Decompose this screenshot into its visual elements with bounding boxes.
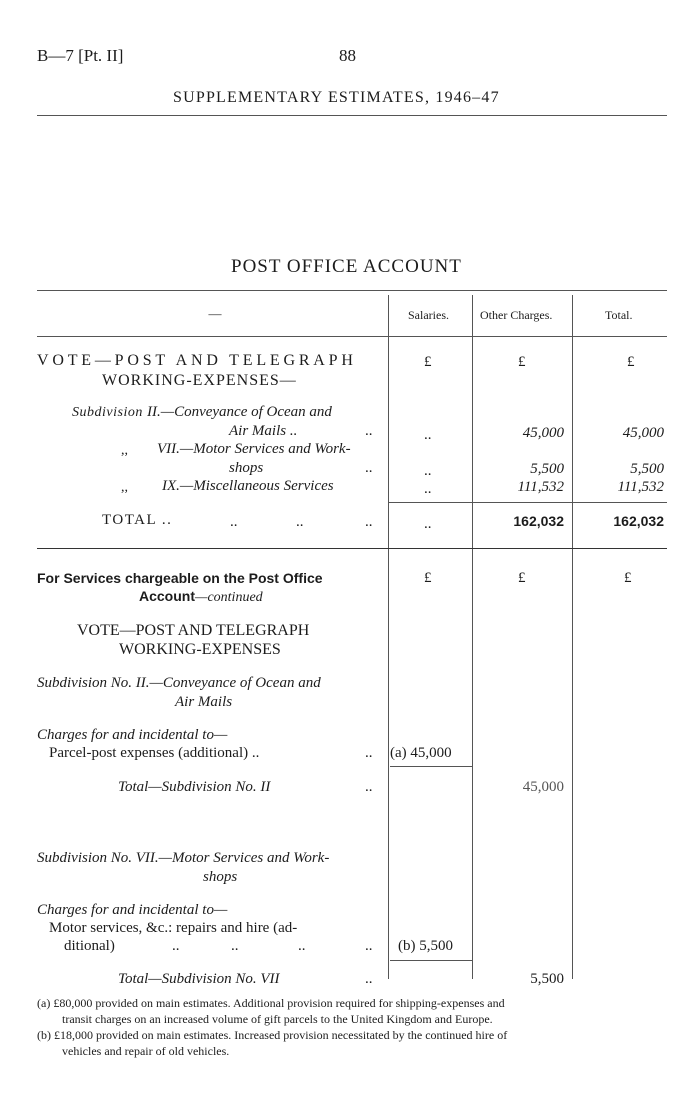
salaries-dots: .. [424,481,432,497]
footnote-b-line1: (b) £18,000 provided on main estimates. Increased provision necessitated by the continued hire of [37,1028,508,1042]
detail-heading-continued: —continued [195,590,263,605]
row3-total: 111,532 [617,479,664,495]
leader-dots: .. [365,971,373,987]
leader-dots: .. [230,514,238,530]
header-reference: B—7 [Pt. II] [37,46,124,65]
subdivision-7-total-other: 5,500 [530,971,564,987]
subdivision-2-total-other: 45,000 [522,779,564,795]
ditto-mark: ,, [121,443,128,458]
salaries-dots: .. [424,516,432,532]
leader-dots: .. [172,938,180,954]
summary-row2-line1: VII.—Motor Services and Work- [157,441,351,457]
other-currency: £ [518,570,526,586]
detail-heading-line1: For Services chargeable on the Post Office [37,570,323,586]
summary-row1-line2: Air Mails .. [229,423,298,439]
footnote-a-line1: (a) £80,000 provided on main estimates. Additional provision required for shipping-expenses and [37,996,505,1010]
parcel-post-salaries: (a) 45,000 [390,745,452,761]
leader-dots: .. [365,514,373,530]
leader-dots: .. [231,938,239,954]
row2-other-charges: 5,500 [530,461,564,477]
summary-row1-line1: II.—Conveyance of Ocean and [147,404,332,420]
other-charges-column-header: Other Charges. [480,308,553,322]
salaries-column-header: Salaries. [408,308,449,322]
row1-other-charges: 45,000 [522,425,564,441]
detail-vote-line2: WORKING-EXPENSES [119,641,281,658]
row3-other-charges: 111,532 [517,479,564,495]
leader-dots: .. [365,423,373,439]
total-label: TOTAL .. [102,512,173,528]
detail-heading-account: Account [139,588,195,604]
summary-row3: IX.—Miscellaneous Services [162,478,334,494]
table-top-rule [37,290,667,291]
total-currency: £ [627,354,635,370]
motor-services-salaries: (b) 5,500 [398,938,453,954]
subdivision-2-heading-line1: Subdivision No. II.—Conveyance of Ocean and [37,675,321,691]
total-currency: £ [624,570,632,586]
subdivision-2-total-label: Total—Subdivision No. II [118,779,271,795]
subdivision-7-heading-line1: Subdivision No. VII.—Motor Services and Work- [37,850,330,866]
leader-dots: .. [298,938,306,954]
running-title: SUPPLEMENTARY ESTIMATES, 1946–47 [173,89,500,106]
page-number: 88 [339,46,356,65]
blank-column-header: — [208,306,222,321]
total-other-charges: 162,032 [513,513,564,529]
subtotal-rule [390,766,472,767]
summary-vote-line1: VOTE—POST AND TELEGRAPH [37,352,357,369]
motor-services-item-line1: Motor services, &c.: repairs and hire (ad- [49,920,298,936]
total-total: 162,032 [613,513,664,529]
salaries-currency: £ [424,570,432,586]
leader-dots: .. [365,779,373,795]
ditto-mark: ,, [121,480,128,495]
row1-total: 45,000 [622,425,664,441]
leader-dots: .. [296,514,304,530]
detail-vote-line1: VOTE—POST AND TELEGRAPH [77,622,310,639]
leader-dots: .. [365,745,373,761]
row2-total: 5,500 [630,461,664,477]
subtotal-rule [388,502,667,503]
subtotal-rule [390,960,472,961]
salaries-currency: £ [424,354,432,370]
parcel-post-item: Parcel-post expenses (additional) .. [49,745,260,761]
column-divider [572,295,573,979]
column-divider [472,295,473,979]
leader-dots: .. [365,938,373,954]
charges-label: Charges for and incidental to— [37,727,228,743]
subdivision-7-heading-line2: shops [203,869,238,885]
page-title: POST OFFICE ACCOUNT [231,256,462,277]
footnote-a-line2: transit charges on an increased volume of gift parcels to the United Kingdom and Europe. [62,1012,493,1026]
leader-dots: .. [365,460,373,476]
section-rule [37,548,667,549]
footnote-b-line2: vehicles and repair of old vehicles. [62,1044,230,1058]
total-column-header: Total. [605,308,633,322]
subdivision-7-total-label: Total—Subdivision No. VII [118,971,280,987]
column-divider [388,295,389,979]
header-rule [37,115,667,116]
summary-row2-line2: shops [229,460,264,476]
subdivision-label: Subdivision [72,405,143,420]
subdivision-2-heading-line2: Air Mails [175,694,233,710]
charges-label: Charges for and incidental to— [37,902,228,918]
salaries-dots: .. [424,427,432,443]
motor-services-item-line2: ditional) [64,938,115,954]
summary-vote-line2: WORKING-EXPENSES— [102,372,297,389]
salaries-dots: .. [424,463,432,479]
other-currency: £ [518,354,526,370]
detail-heading-line2 [139,588,263,606]
